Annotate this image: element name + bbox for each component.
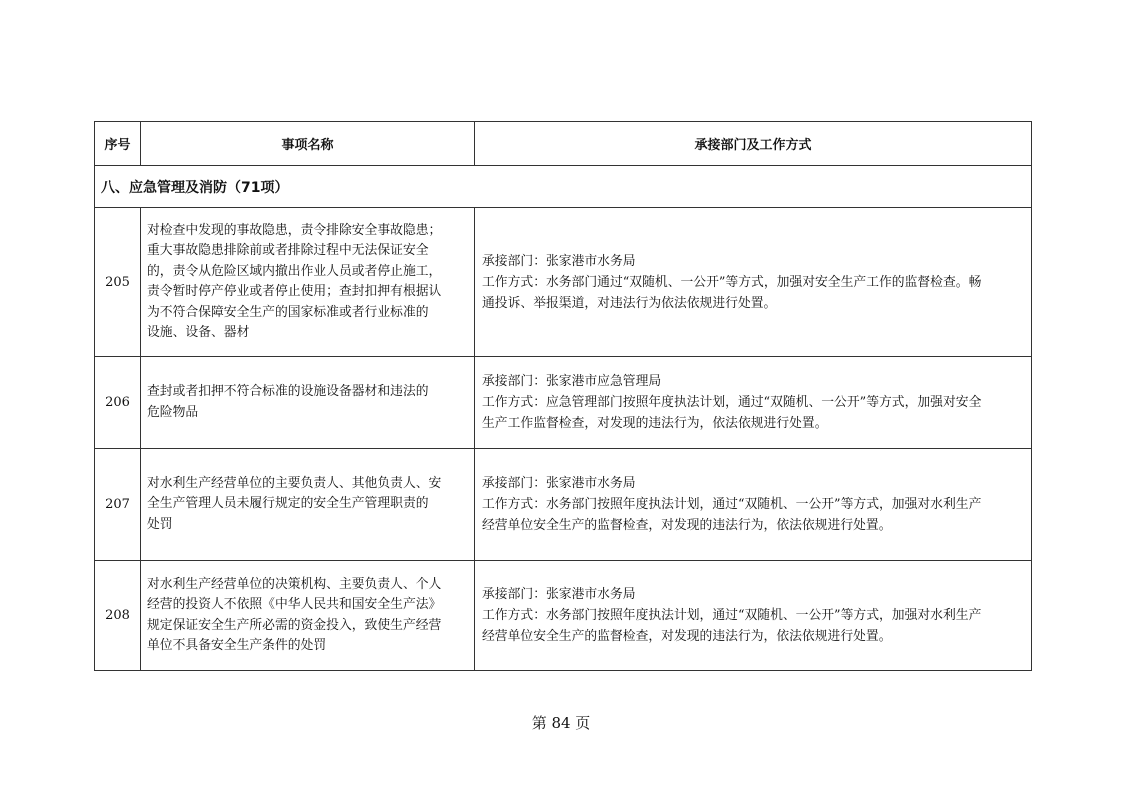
row-item-name: 对水利生产经营单位的决策机构、主要负责人、个人 经营的投资人不依照《中华人民共和国安全生产法》 规定保证安全生产所必需的资金投入，致使生产经营 单位不具备安全生产条件的处罚: [141, 561, 475, 671]
table-header-row: [95, 122, 1032, 166]
row-department: 承接部门：张家港市应急管理局 工作方式：应急管理部门按照年度执法计划，通过“双随机、一公开”等方式，加强对安全 生产工作监督检查，对发现的违法行为，依法依规进行处置。: [475, 357, 1032, 449]
table-row: [95, 357, 1032, 449]
row-index: 207: [95, 449, 141, 561]
row-item-name: 对检查中发现的事故隐患，责令排除安全事故隐患； 重大事故隐患排除前或者排除过程中无法保证安全 的，责令从危险区域内撤出作业人员或者停止施工， 责令暂时停产停业或者停止使用；查封扣押有根据认 为不符合保障安全生产的国家标准或者行业标准的 设施、设备、器材: [141, 208, 475, 357]
table-row: [95, 208, 1032, 357]
row-department: 承接部门：张家港市水务局 工作方式：水务部门通过“双随机、一公开”等方式，加强对安全生产工作的监督检查。畅 通投诉、举报渠道，对违法行为依法依规进行处置。: [475, 208, 1032, 357]
header-department: 承接部门及工作方式: [475, 122, 1032, 166]
section-row: [95, 166, 1032, 208]
header-index: 序号: [95, 122, 141, 166]
section-title: 八、应急管理及消防（71项）: [95, 166, 1032, 208]
row-item-name: 对水利生产经营单位的主要负责人、其他负责人、安 全生产管理人员未履行规定的安全生产管理职责的 处罚: [141, 449, 475, 561]
items-table: [94, 121, 1032, 671]
row-index: 208: [95, 561, 141, 671]
table-row: [95, 449, 1032, 561]
row-item-name: 查封或者扣押不符合标准的设施设备器材和违法的 危险物品: [141, 357, 475, 449]
table-row: [95, 561, 1032, 671]
header-item-name: 事项名称: [141, 122, 475, 166]
row-department: 承接部门：张家港市水务局 工作方式：水务部门按照年度执法计划，通过“双随机、一公开”等方式，加强对水利生产 经营单位安全生产的监督检查，对发现的违法行为，依法依规进行处置。: [475, 449, 1032, 561]
page-number: 第 84 页: [531, 714, 591, 732]
row-index: 205: [95, 208, 141, 357]
row-department: 承接部门：张家港市水务局 工作方式：水务部门按照年度执法计划，通过“双随机、一公开”等方式，加强对水利生产 经营单位安全生产的监督检查，对发现的违法行为，依法依规进行处置。: [475, 561, 1032, 671]
row-index: 206: [95, 357, 141, 449]
